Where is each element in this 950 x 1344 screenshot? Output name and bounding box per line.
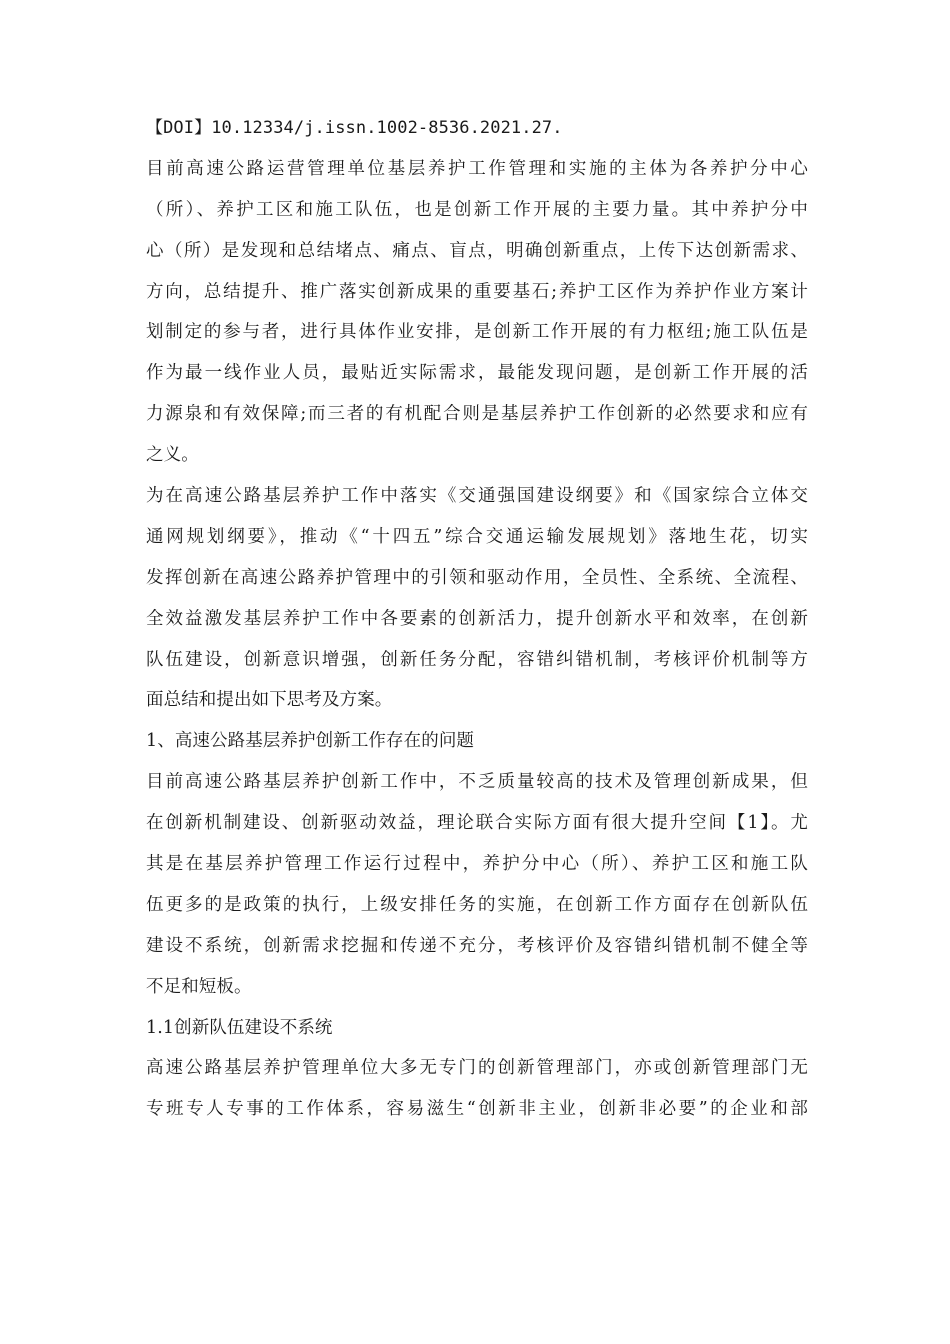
section-heading-1-1: 1.1创新队伍建设不系统: [146, 1017, 333, 1038]
paragraph-1-line-5: 划制定的参与者，进行具体作业安排，是创新工作开展的有力枢纽;施工队伍是: [146, 322, 808, 343]
paragraph-2-line-3: 发挥创新在高速公路养护管理中的引领和驱动作用，全员性、全系统、全流程、: [146, 567, 808, 588]
paragraph-3-line-4: 伍更多的是政策的执行，上级安排任务的实施，在创新工作方面存在创新队伍: [146, 894, 808, 915]
paragraph-3-line-6: 不足和短板。: [146, 976, 252, 997]
paragraph-1-line-4: 方向，总结提升、推广落实创新成果的重要基石;养护工区作为养护作业方案计: [146, 281, 808, 302]
paragraph-4-line-2: 专班专人专事的工作体系，容易滋生“创新非主业，创新非必要”的企业和部: [146, 1099, 808, 1120]
paragraph-1-line-1: 目前高速公路运营管理单位基层养护工作管理和实施的主体为各养护分中心: [146, 158, 808, 179]
paragraph-3-line-3: 其是在基层养护管理工作运行过程中，养护分中心（所）、养护工区和施工队: [146, 854, 808, 875]
paragraph-2-line-2: 通网规划纲要》，推动《“十四五”综合交通运输发展规划》落地生花，切实: [146, 526, 808, 547]
paragraph-1-line-3: 心（所）是发现和总结堵点、痛点、盲点，明确创新重点，上传下达创新需求、: [146, 240, 808, 261]
paragraph-1-line-8: 之义。: [146, 445, 199, 466]
doi-line: 【DOI】10.12334/j.issn.1002-8536.2021.27.: [146, 118, 563, 138]
paragraph-1-line-7: 力源泉和有效保障;而三者的有机配合则是基层养护工作创新的必然要求和应有: [146, 404, 808, 425]
paragraph-1-line-2: （所）、养护工区和施工队伍，也是创新工作开展的主要力量。其中养护分中: [146, 199, 808, 220]
paragraph-3-line-1: 目前高速公路基层养护创新工作中，不乏质量较高的技术及管理创新成果，但: [146, 772, 808, 793]
paragraph-3-line-5: 建设不系统，创新需求挖掘和传递不充分，考核评价及容错纠错机制不健全等: [146, 935, 808, 956]
paragraph-3-line-2: 在创新机制建设、创新驱动效益，理论联合实际方面有很大提升空间【1】。尤: [146, 813, 808, 834]
document-body: [146, 108, 808, 1130]
paragraph-1-line-6: 作为最一线作业人员，最贴近实际需求，最能发现问题，是创新工作开展的活: [146, 363, 808, 384]
paragraph-2-line-4: 全效益激发基层养护工作中各要素的创新活力，提升创新水平和效率，在创新: [146, 608, 808, 629]
paragraph-2-line-1: 为在高速公路基层养护工作中落实《交通强国建设纲要》和《国家综合立体交: [146, 486, 808, 507]
paragraph-4-line-1: 高速公路基层养护管理单位大多无专门的创新管理部门，亦或创新管理部门无: [146, 1058, 808, 1079]
paragraph-2-line-6: 面总结和提出如下思考及方案。: [146, 690, 393, 711]
paragraph-2-line-5: 队伍建设，创新意识增强，创新任务分配，容错纠错机制，考核评价机制等方: [146, 649, 808, 670]
section-heading-1: 1、高速公路基层养护创新工作存在的问题: [146, 731, 475, 752]
